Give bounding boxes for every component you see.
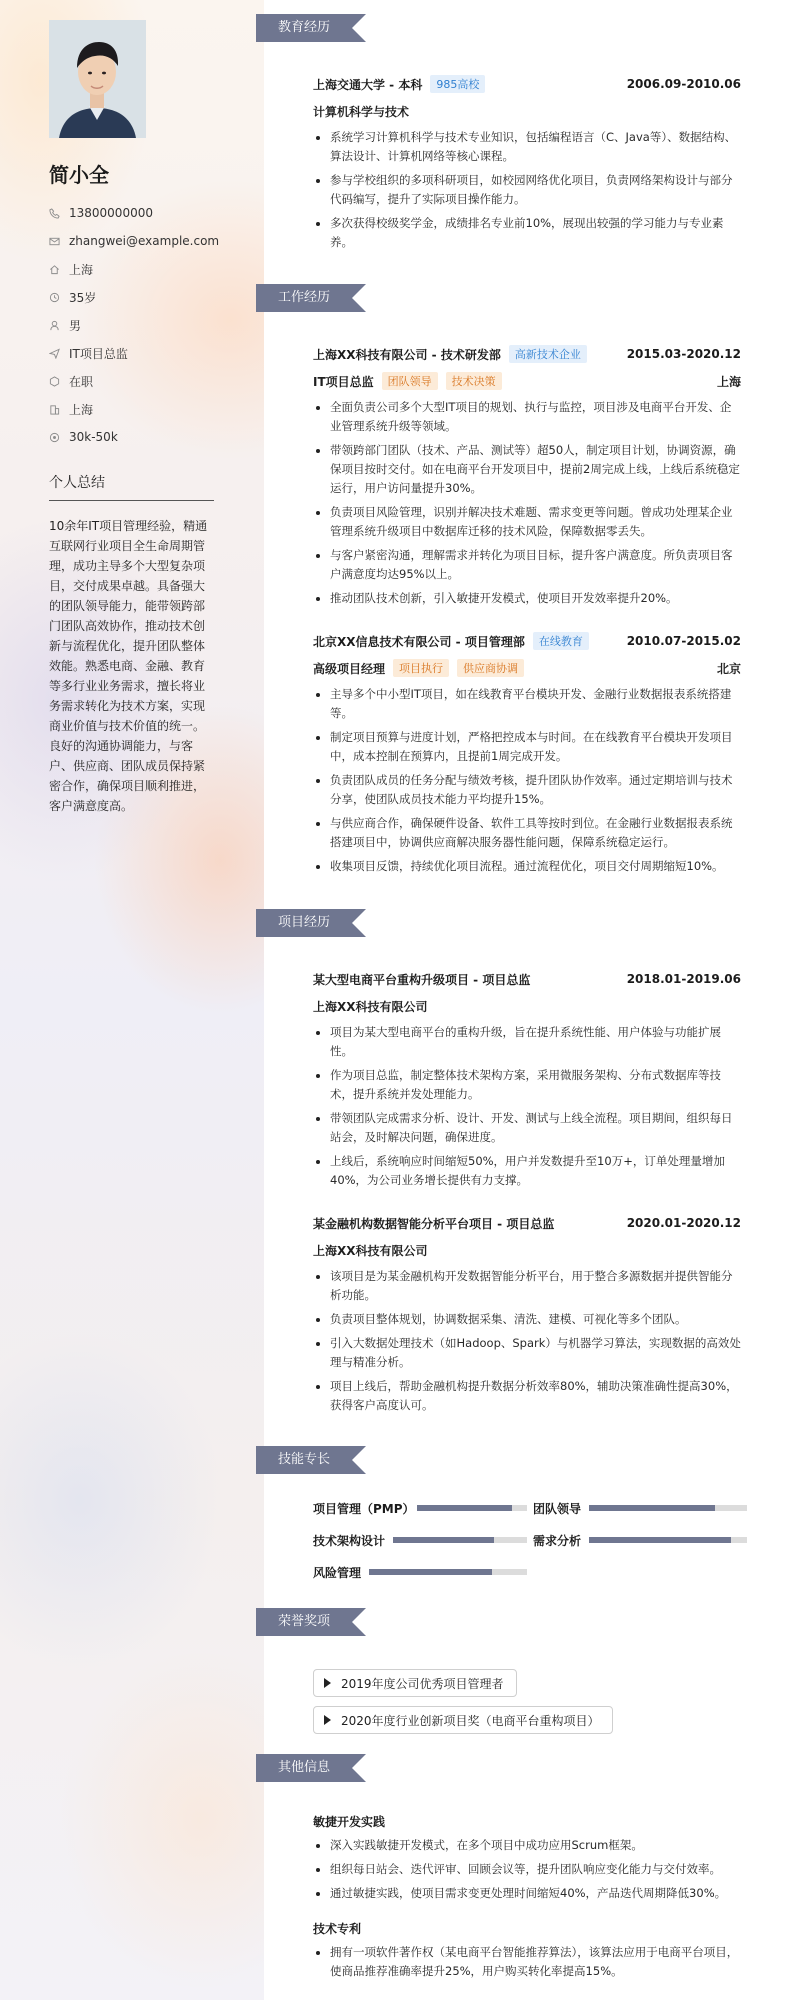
list-item: 负责项目整体规划，协调数据采集、清洗、建模、可视化等多个团队。 bbox=[313, 1310, 741, 1329]
project-bullets bbox=[313, 1267, 741, 1415]
project-date: 2018.01-2019.06 bbox=[626, 972, 741, 986]
list-item: 项目上线后，帮助金融机构提升数据分析效率80%，辅助决策准确性提高30%，获得客户高度认可。 bbox=[313, 1377, 741, 1415]
skill-name: 技术架构设计 bbox=[313, 1533, 386, 1548]
project-company: 上海XX科技有限公司 bbox=[313, 999, 428, 1014]
skill-item bbox=[533, 1498, 581, 1518]
list-item: 多次获得校级奖学金，成绩排名专业前10%，展现出较强的学习能力与专业素养。 bbox=[313, 214, 741, 252]
education-date: 2006.09-2010.06 bbox=[626, 77, 741, 91]
job-role: 高级项目经理 bbox=[313, 661, 386, 676]
salary-text: 30k-50k bbox=[69, 430, 118, 444]
other-entry-patent bbox=[313, 1935, 741, 1986]
company-name: 上海XX科技有限公司 - 技术研发部 bbox=[313, 347, 501, 362]
education-bullets bbox=[313, 128, 741, 252]
company-name: 北京XX信息技术有限公司 - 项目管理部 bbox=[313, 634, 525, 649]
skill-name: 项目管理（PMP） bbox=[313, 1501, 415, 1516]
honor-item bbox=[313, 1706, 613, 1734]
skill-name: 团队领导 bbox=[533, 1501, 582, 1516]
list-item: 负责项目风险管理，识别并解决技术难题、需求变更等问题。曾成功处理某企业管理系统升级项目中数据库迁移的技术风险，保障数据零丢失。 bbox=[313, 503, 741, 541]
list-item: 作为项目总监，制定整体技术架构方案，采用微服务架构、分布式数据库等技术，提升系统并发处理能力。 bbox=[313, 1066, 741, 1104]
list-item: 与供应商合作，确保硬件设备、软件工具等按时到位。在金融行业数据报表系统搭建项目中，协调供应商解决服务器性能问题，保障系统稳定运行。 bbox=[313, 814, 741, 852]
mail-icon bbox=[49, 236, 60, 247]
list-item: 推动团队技术创新，引入敏捷开发模式，使项目开发效率提升20%。 bbox=[313, 589, 741, 608]
honor-item bbox=[313, 1669, 517, 1697]
info-position bbox=[49, 339, 249, 367]
status-icon bbox=[49, 376, 60, 387]
section-header-projects bbox=[256, 909, 366, 937]
list-item: 项目为某大型电商平台的重构升级，旨在提升系统性能、用户体验与功能扩展性。 bbox=[313, 1023, 741, 1061]
company-tag: 高新技术企业 bbox=[509, 345, 587, 363]
phone-icon bbox=[49, 208, 60, 219]
skill-item bbox=[313, 1530, 385, 1550]
profile-name: 简小全 bbox=[49, 163, 109, 187]
skill-bar-fill bbox=[589, 1505, 715, 1511]
section-header-skills bbox=[256, 1446, 366, 1474]
other-entry-agile bbox=[313, 1828, 741, 1908]
section-title-honors: 荣誉奖项 bbox=[278, 1614, 331, 1629]
info-email bbox=[49, 227, 249, 255]
list-item: 该项目是为某金融机构开发数据智能分析平台，用于整合多源数据并提供智能分析功能。 bbox=[313, 1267, 741, 1305]
list-item: 通过敏捷实践，使项目需求变更处理时间缩短40%，产品迭代周期降低30%。 bbox=[313, 1884, 741, 1903]
school-tag: 985高校 bbox=[430, 75, 485, 93]
skill-item bbox=[313, 1562, 361, 1582]
list-item: 带领跨部门团队（技术、产品、测试等）超50人，制定项目计划，协调资源，确保项目按时交付。如在电商平台开发项目中，提前2周完成上线，上线后系统稳定运行，用户访问量提升30%。 bbox=[313, 441, 741, 498]
job-role: IT项目总监 bbox=[313, 374, 374, 389]
role-tag: 供应商协调 bbox=[457, 659, 524, 677]
list-item: 引入大数据处理技术（如Hadoop、Spark）与机器学习算法，实现数据的高效处理与精准分析。 bbox=[313, 1334, 741, 1372]
company-tag: 在线教育 bbox=[533, 632, 589, 650]
work-date: 2015.03-2020.12 bbox=[626, 347, 741, 361]
work-entry-1 bbox=[313, 345, 741, 613]
gender-text: 男 bbox=[69, 318, 82, 333]
list-item: 主导多个中小型IT项目，如在线教育平台模块开发、金融行业数据报表系统搭建等。 bbox=[313, 685, 741, 723]
info-salary bbox=[49, 423, 249, 451]
list-item: 与客户紧密沟通，理解需求并转化为项目目标，提升客户满意度。所负责项目客户满意度均达95%以上。 bbox=[313, 546, 741, 584]
honor-text: 2020年度行业创新项目奖（电商平台重构项目） bbox=[341, 1713, 600, 1728]
skill-bar-fill bbox=[417, 1505, 512, 1511]
position-text: IT项目总监 bbox=[69, 346, 128, 361]
other-bullets bbox=[313, 1943, 741, 1981]
project-entry-1 bbox=[313, 970, 741, 1195]
project-bullets bbox=[313, 1023, 741, 1190]
building-icon bbox=[49, 404, 60, 415]
skill-bar bbox=[369, 1569, 527, 1575]
other-title-agile: 敏捷开发实践 bbox=[313, 1815, 386, 1829]
section-title-other: 其他信息 bbox=[278, 1760, 331, 1775]
work-date: 2010.07-2015.02 bbox=[626, 634, 741, 648]
info-phone bbox=[49, 199, 249, 227]
section-title-projects: 项目经历 bbox=[278, 915, 331, 930]
job-city: 北京 bbox=[716, 661, 741, 676]
list-item: 参与学校组织的多项科研项目，如校园网络优化项目，负责网络架构设计与部分代码编写，提升了实际项目操作能力。 bbox=[313, 171, 741, 209]
info-work-city bbox=[49, 395, 249, 423]
age-icon bbox=[49, 292, 60, 303]
project-company: 上海XX科技有限公司 bbox=[313, 1243, 428, 1258]
section-title-work: 工作经历 bbox=[278, 290, 331, 305]
play-triangle-icon bbox=[324, 1678, 331, 1688]
education-entry bbox=[313, 75, 741, 257]
skill-bar bbox=[589, 1537, 747, 1543]
skill-bar bbox=[589, 1505, 747, 1511]
skill-name: 需求分析 bbox=[533, 1533, 582, 1548]
info-age bbox=[49, 283, 249, 311]
section-header-honors bbox=[256, 1608, 366, 1636]
section-header-education bbox=[256, 14, 366, 42]
send-icon bbox=[49, 348, 60, 359]
home-city-text: 上海 bbox=[69, 262, 94, 277]
skill-item bbox=[313, 1498, 415, 1518]
info-status bbox=[49, 367, 249, 395]
list-item: 拥有一项软件著作权（某电商平台智能推荐算法），该算法应用于电商平台项目，使商品推荐准确率提升25%，用户购买转化率提高15%。 bbox=[313, 1943, 741, 1981]
other-bullets bbox=[313, 1836, 741, 1903]
main-content bbox=[264, 0, 794, 2000]
section-title-education: 教育经历 bbox=[278, 20, 331, 35]
play-triangle-icon bbox=[324, 1715, 331, 1725]
work-bullets bbox=[313, 685, 741, 876]
list-item: 全面负责公司多个大型IT项目的规划、执行与监控，项目涉及电商平台开发、企业管理系统升级等领域。 bbox=[313, 398, 741, 436]
work-entry-2 bbox=[313, 632, 741, 881]
list-item: 深入实践敏捷开发模式，在多个项目中成功应用Scrum框架。 bbox=[313, 1836, 741, 1855]
role-tag: 项目执行 bbox=[393, 659, 449, 677]
gender-icon bbox=[49, 320, 60, 331]
info-gender bbox=[49, 311, 249, 339]
section-title-skills: 技能专长 bbox=[278, 1452, 331, 1467]
skill-bar-fill bbox=[369, 1569, 492, 1575]
salary-icon bbox=[49, 432, 60, 443]
list-item: 负责团队成员的任务分配与绩效考核，提升团队协作效率。通过定期培训与技术分享，使团队成员技术能力平均提升15%。 bbox=[313, 771, 741, 809]
skill-name: 风险管理 bbox=[313, 1565, 362, 1580]
role-tag: 团队领导 bbox=[382, 372, 438, 390]
summary-title: 个人总结 bbox=[49, 472, 214, 501]
list-item: 组织每日站会、迭代评审、回顾会议等，提升团队响应变化能力与交付效率。 bbox=[313, 1860, 741, 1879]
sidebar bbox=[0, 0, 264, 2000]
skill-bar bbox=[417, 1505, 527, 1511]
major: 计算机科学与技术 bbox=[313, 104, 410, 119]
status-text: 在职 bbox=[69, 374, 94, 389]
info-home bbox=[49, 255, 249, 283]
list-item: 带领团队完成需求分析、设计、开发、测试与上线全流程。项目期间，组织每日站会，及时解决问题，确保进度。 bbox=[313, 1109, 741, 1147]
skill-bar bbox=[393, 1537, 527, 1543]
other-title-patent: 技术专利 bbox=[313, 1922, 362, 1936]
list-item: 制定项目预算与进度计划，严格把控成本与时间。在在线教育平台模块开发项目中，成本控制在预算内，且提前1周完成开发。 bbox=[313, 728, 741, 766]
list-item: 上线后，系统响应时间缩短50%，用户并发数提升至10万+，订单处理量增加40%，为公司业务增长提供有力支撑。 bbox=[313, 1152, 741, 1190]
list-item: 系统学习计算机科学与技术专业知识，包括编程语言（C、Java等）、数据结构、算法设计、计算机网络等核心课程。 bbox=[313, 128, 741, 166]
home-icon bbox=[49, 264, 60, 275]
role-tag: 技术决策 bbox=[446, 372, 502, 390]
work-city-text: 上海 bbox=[69, 402, 94, 417]
phone-text: 13800000000 bbox=[69, 206, 153, 220]
email-text: zhangwei@example.com bbox=[69, 234, 220, 248]
project-date: 2020.01-2020.12 bbox=[626, 1216, 741, 1230]
section-header-work bbox=[256, 284, 366, 312]
project-entry-2 bbox=[313, 1214, 741, 1420]
skill-bar-fill bbox=[393, 1537, 494, 1543]
project-title: 某金融机构数据智能分析平台项目 - 项目总监 bbox=[313, 1216, 555, 1231]
contact-info-list bbox=[49, 199, 249, 451]
job-city: 上海 bbox=[716, 374, 741, 389]
summary-text: 10余年IT项目管理经验，精通互联网行业项目全生命周期管理，成功主导多个大型复杂项目，交付成果卓越。具备强大的团队领导能力，能带领跨部门团队高效协作，推动技术创新与流程优化，提升团队整体效能。熟悉电商、金融、教育等多行业业务需求，擅长将业务需求转化为技术方案，实现商业价值与技术价值的统一。良好的沟通协调能力，与客户、供应商、团队成员保持紧密合作，确保项目顺利推进，客户满意度高。 bbox=[49, 519, 208, 813]
avatar-photo-icon bbox=[49, 20, 146, 138]
honor-text: 2019年度公司优秀项目管理者 bbox=[341, 1676, 504, 1691]
school-name: 上海交通大学 - 本科 bbox=[313, 77, 423, 92]
age-text: 35岁 bbox=[69, 290, 97, 305]
project-title: 某大型电商平台重构升级项目 - 项目总监 bbox=[313, 972, 531, 987]
list-item: 收集项目反馈，持续优化项目流程。通过流程优化，项目交付周期缩短10%。 bbox=[313, 857, 741, 876]
section-header-other bbox=[256, 1754, 366, 1782]
avatar bbox=[49, 20, 146, 138]
work-bullets bbox=[313, 398, 741, 608]
skill-item bbox=[533, 1530, 581, 1550]
skill-bar-fill bbox=[589, 1537, 731, 1543]
